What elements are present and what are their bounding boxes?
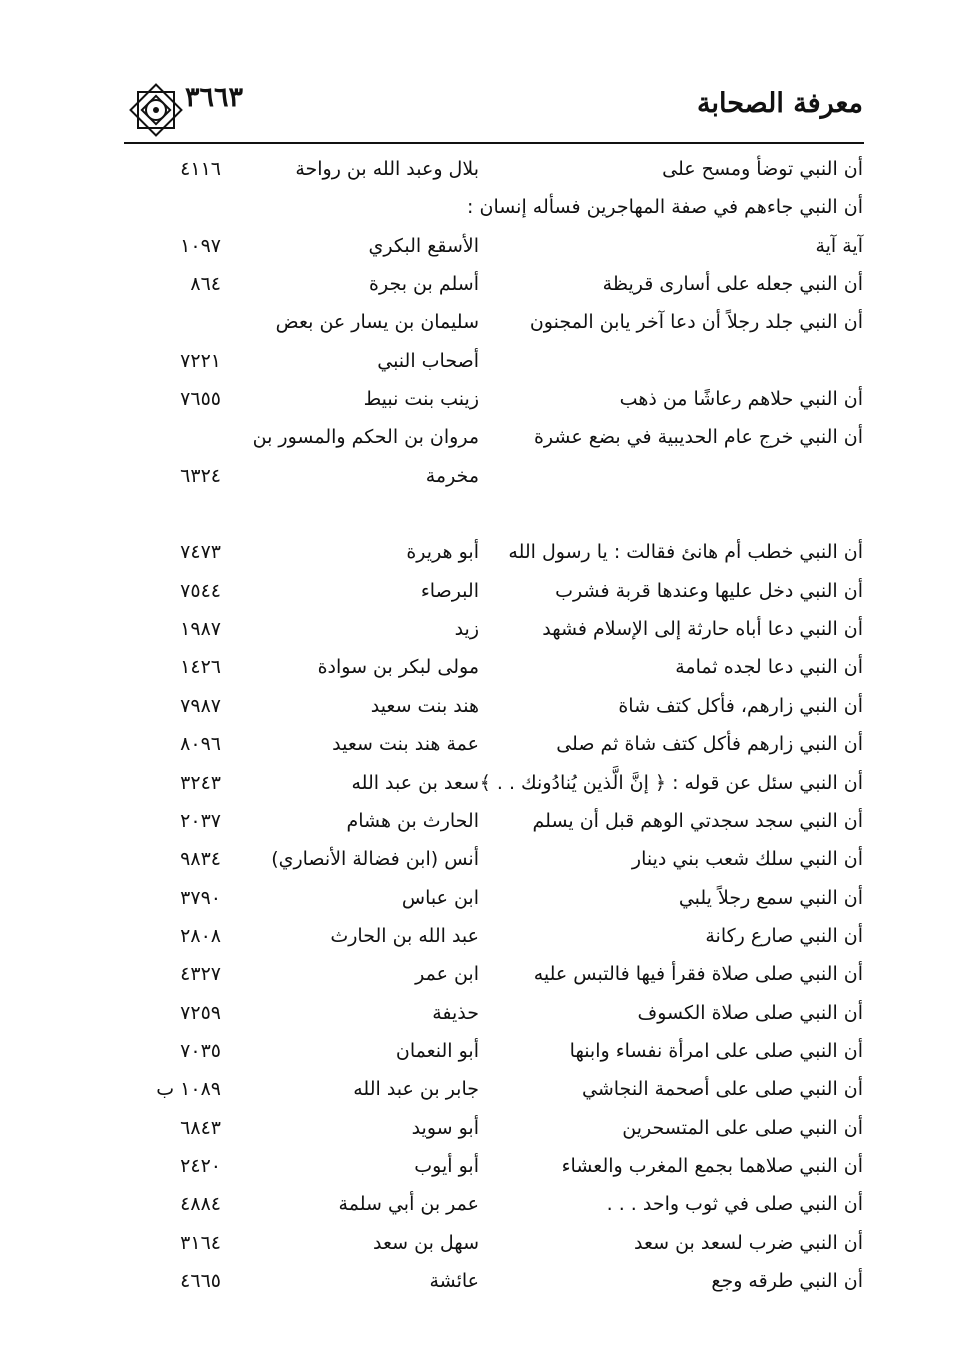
narrator-name: أبو النعمان <box>395 1039 479 1062</box>
hadith-number: ٦٣٢٤ <box>180 464 221 487</box>
hadith-number: ٧٩٨٧ <box>180 694 221 717</box>
narrator-name: سهل بن سعد <box>373 1231 479 1254</box>
narrator-name: مولى لبكر بن سوادة <box>317 656 479 679</box>
narrator-name: سعد بن عبد الله <box>351 771 479 794</box>
narrator-name: الحارث بن هشام <box>346 809 479 832</box>
hadith-text: أن النبي ضرب لسعد بن سعد <box>634 1231 863 1254</box>
index-row <box>0 1109 961 1147</box>
index-list <box>0 150 961 1300</box>
narrator-name: عمر بن أبي سلمة <box>338 1193 479 1216</box>
hadith-number: ٧٢٥٩ <box>180 1001 221 1024</box>
narrator-name: جابر بن عبد الله <box>353 1078 479 1101</box>
hadith-text: آية آية <box>815 234 863 257</box>
index-row <box>0 418 961 456</box>
index-row <box>0 725 961 763</box>
hadith-number: ٧٠٣٥ <box>180 1039 221 1062</box>
hadith-number: ١٠٩٧ <box>180 234 221 257</box>
hadith-number: ١٩٨٧ <box>180 618 221 641</box>
hadith-text: أن النبي سجد سجدتي الوهم قبل أن يسلم <box>532 809 863 832</box>
hadith-text: أن النبي توضأ ومسح على <box>662 158 863 180</box>
hadith-number: ٤٣٢٧ <box>180 963 221 986</box>
index-row <box>0 1262 961 1300</box>
hadith-number: ١٤٢٦ <box>180 656 221 679</box>
narrator-name: عبد الله بن الحارث <box>330 924 479 947</box>
narrator-name: عائشة <box>429 1269 479 1292</box>
index-row <box>0 533 961 571</box>
narrator-name: أصحاب النبي <box>377 349 479 372</box>
hadith-number: ٤١١٦ <box>180 158 221 180</box>
narrator-name: هند بنت سعيد <box>370 694 479 717</box>
narrator-name: عمة هند بنت سعيد <box>332 733 479 756</box>
hadith-number: ٦٨٤٣ <box>180 1116 221 1139</box>
index-row <box>0 994 961 1032</box>
index-row <box>0 265 961 303</box>
hadith-text: أن النبي صلى على المتسحرين <box>622 1116 863 1139</box>
hadith-text: أن النبي جعله على أسارى قريظة <box>602 273 863 296</box>
hadith-number: ٩٨٣٤ <box>180 848 221 871</box>
hadith-number: ٢٠٣٧ <box>180 809 221 832</box>
ornament-icon <box>124 78 188 142</box>
hadith-text: أن النبي سئل عن قوله : ﴿ إنَّ الَّذين يُنادُونك . . ﴾ <box>479 771 863 794</box>
narrator-name: أبو أيوب <box>414 1154 479 1177</box>
narrator-name: أنس (ابن فضالة الأنصاري) <box>271 848 479 871</box>
hadith-number: ٢٨٠٨ <box>180 924 221 947</box>
hadith-text: أن النبي صلى في ثوب واحد . . . <box>606 1193 863 1216</box>
hadith-number: ٧٦٥٥ <box>180 388 221 411</box>
index-row <box>0 648 961 686</box>
hadith-number: ٣٢٤٣ <box>180 771 221 794</box>
hadith-text: أن النبي صارع ركانة <box>705 924 863 947</box>
page-header <box>0 0 961 160</box>
hadith-text: أن النبي صلاهما بجمع المغرب والعشاء <box>561 1154 863 1177</box>
narrator-name: زيد <box>454 618 479 641</box>
hadith-number: ٧٤٧٣ <box>180 541 221 564</box>
hadith-number: ٧٥٤٤ <box>180 579 221 602</box>
hadith-text: أن النبي طرقه وجع <box>711 1269 863 1292</box>
hadith-text: أن النبي صلى على أصحمة النجاشي <box>582 1078 863 1101</box>
hadith-text: أن النبي خطب أم هانئ فقالت : يا رسول الله <box>508 541 863 564</box>
index-row <box>0 303 961 341</box>
index-row <box>0 188 961 226</box>
hadith-text: أن النبي جلد رجلاً أن دعا آخر يابن المجنون <box>529 311 863 334</box>
hadith-text: أن النبي دعا أباه حارثة إلى الإسلام فشهد <box>542 618 863 641</box>
index-row <box>0 955 961 993</box>
narrator-name: البرصاء <box>420 579 479 602</box>
hadith-text: أن النبي سمع رجلاً يلبي <box>678 886 863 909</box>
index-row <box>0 610 961 648</box>
narrator-name: أبو سويد <box>411 1116 479 1139</box>
hadith-number: ١٠٨٩ ب <box>156 1078 221 1101</box>
index-row <box>0 342 961 380</box>
narrator-name: أبو هريرة <box>406 541 479 564</box>
index-row <box>0 1070 961 1108</box>
index-row <box>0 1185 961 1223</box>
narrator-name: أسلم بن بجرة <box>369 273 479 296</box>
index-row <box>0 802 961 840</box>
narrator-name: مروان بن الحكم والمسور بن <box>252 426 479 449</box>
hadith-text: أن النبي صلى صلاة فقرأ فيها فالتبس عليه <box>533 963 863 986</box>
index-row <box>0 572 961 610</box>
hadith-text: أن النبي خرج عام الحديبية في بضع عشرة <box>533 426 863 449</box>
index-row <box>0 840 961 878</box>
narrator-name: ابن عباس <box>401 886 479 909</box>
hadith-number: ٣١٦٤ <box>180 1231 221 1254</box>
hadith-text: أن النبي سلك شعب بني دينار <box>631 848 863 871</box>
hadith-number: ٤٨٨٤ <box>180 1193 221 1216</box>
hadith-number: ٨٠٩٦ <box>180 733 221 756</box>
index-row <box>0 150 961 188</box>
hadith-number: ٢٤٢٠ <box>180 1154 221 1177</box>
index-row <box>0 917 961 955</box>
hadith-text: أن النبي حلاهم رعاشًا من ذهب <box>619 388 863 411</box>
hadith-text: أن النبي صلى على امرأة نفساء وابنها <box>569 1039 863 1062</box>
index-row <box>0 457 961 495</box>
hadith-number: ٧٢٢١ <box>180 349 221 372</box>
header-rule <box>124 142 864 144</box>
row-spacer <box>0 495 961 533</box>
narrator-name: سليمان بن يسار عن بعض <box>275 311 479 334</box>
narrator-name: حذيفة <box>432 1001 479 1024</box>
hadith-text: أن النبي صلى صلاة الكسوف <box>637 1001 863 1024</box>
hadith-text: أن النبي جاءهم في صفة المهاجرين فسأله إنسان : <box>467 196 863 219</box>
narrator-name: ابن عمر <box>415 963 479 986</box>
narrator-name: زينب بنت نبيط <box>363 388 479 411</box>
hadith-text: أن النبي دخل عليها وعندها قربة فشرب <box>555 579 863 602</box>
index-row <box>0 1224 961 1262</box>
page-number: ٣٦٦٣ <box>185 82 244 113</box>
index-row <box>0 227 961 265</box>
hadith-text: أن النبي زارهم فأكل كتف شاة ثم صلى <box>556 733 863 756</box>
book-title: معرفة الصحابة <box>697 88 863 119</box>
narrator-name: بلال وعبد الله بن رواحة <box>295 158 479 180</box>
index-row <box>0 879 961 917</box>
index-row <box>0 1147 961 1185</box>
hadith-number: ٣٧٩٠ <box>180 886 221 909</box>
hadith-text: أن النبي دعا لجده ثمامة <box>675 656 863 679</box>
index-row <box>0 687 961 725</box>
index-row <box>0 1032 961 1070</box>
index-row <box>0 380 961 418</box>
narrator-name: مخرمة <box>425 464 479 487</box>
hadith-number: ٤٦٦٥ <box>180 1269 221 1292</box>
index-row <box>0 764 961 802</box>
hadith-text: أن النبي زارهم، فأكل كتف شاة <box>618 694 863 717</box>
narrator-name: الأسقع البكري <box>368 234 479 257</box>
hadith-number: ٨٦٤ <box>190 273 221 296</box>
